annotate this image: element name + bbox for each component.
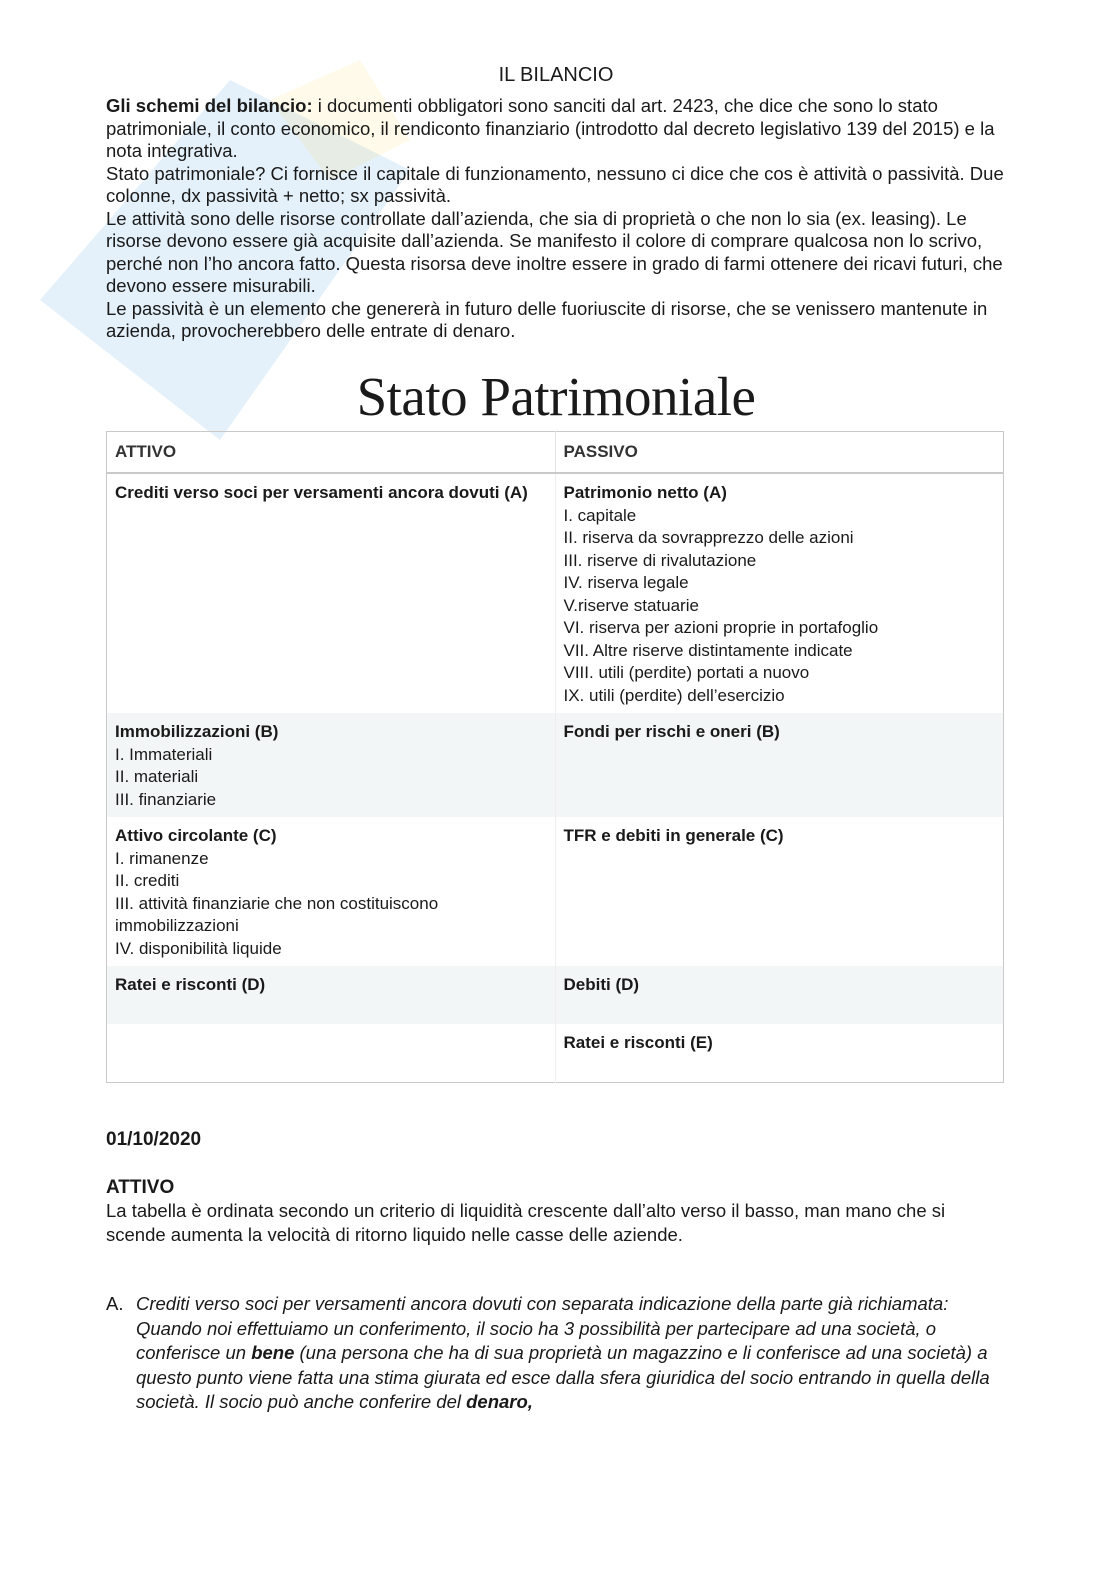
passivo-cell [555, 713, 1004, 817]
intro-paragraph-1 [106, 95, 1006, 163]
list-bold-2: denaro, [466, 1391, 533, 1412]
passivo-cell [555, 966, 1004, 1024]
passivo-cell [555, 1024, 1004, 1083]
stato-patrimoniale-table [106, 431, 1004, 1084]
cell-title: Attivo circolante (C) [115, 826, 277, 845]
cell-item: III. riserve di rivalutazione [563, 550, 757, 570]
attivo-cell-empty [107, 1024, 556, 1083]
cell-item: I. Immateriali [115, 744, 213, 764]
passivo-cell [555, 473, 1004, 713]
cell-item: VIII. utili (perdite) portati a nuovo [563, 663, 810, 682]
cell-title: Fondi per rischi e oneri (B) [563, 722, 780, 741]
column-header-attivo: ATTIVO [107, 431, 556, 473]
lecture-date: 01/10/2020 [106, 1129, 202, 1150]
cell-item: III. attività finanziarie che non costituiscono immobilizzazioni [115, 893, 439, 935]
passivo-cell [555, 817, 1004, 966]
intro-paragraph-3: Le attività sono delle risorse controllate dall’azienda, che sia di proprietà o che non lo sia (ex. leasing). Le risorse devono essere già acquisite dall’azienda. Se manifesto il colore di comprare qualcosa non lo scrivo, perché non l’ho ancora fatto. Questa risorsa deve inoltre essere in grado di farmi ottenere dei ricavi futuri, che devono essere misurabili. [106, 207, 1003, 296]
list-marker: A. [106, 1293, 124, 1314]
table-row [107, 966, 1004, 1024]
cell-item: IV. riserva legale [563, 573, 689, 592]
cell-item: II. crediti [115, 871, 180, 890]
intro-paragraph-2: Stato patrimoniale? Ci fornisce il capitale di funzionamento, nessuno ci dice che cos è attività o passività. Due colonne, dx passività + netto; sx passività. [106, 162, 1004, 206]
table-row [107, 713, 1004, 817]
intro-text-1: i documenti obbligatori sono sanciti dal art. 2423, che dice che sono lo stato patrimoniale, il conto economico, il rendiconto finanziario (introdotto dal decreto legislativo 139 del 2015) e la nota integrativa. [106, 95, 995, 161]
cell-item: II. materiali [115, 767, 199, 786]
attivo-cell [107, 817, 556, 966]
attivo-cell [107, 473, 556, 713]
attivo-cell [107, 966, 556, 1024]
cell-item: I. rimanenze [115, 848, 209, 868]
table-header-row [107, 431, 1004, 473]
attivo-paragraph: La tabella è ordinata secondo un criterio di liquidità crescente dall’alto verso il basso, man mano che si scende aumenta la velocità di ritorno liquido nelle casse delle aziende. [106, 1200, 946, 1245]
cell-title: Debiti (D) [563, 975, 640, 994]
cell-item: III. finanziarie [115, 789, 217, 809]
cell-item: VII. Altre riserve distintamente indicate [563, 640, 853, 660]
cell-title: Crediti verso soci per versamenti ancora dovuti (A) [115, 483, 528, 502]
table-row [107, 817, 1004, 966]
cell-item: IX. utili (perdite) dell’esercizio [563, 685, 785, 705]
cell-item: V.riserve statuarie [563, 595, 699, 615]
intro-bold-lead: Gli schemi del bilancio: [106, 95, 313, 116]
cell-item: VI. riserva per azioni proprie in portafoglio [563, 618, 879, 637]
cell-title: Patrimonio netto (A) [563, 483, 727, 502]
column-header-passivo: PASSIVO [555, 431, 1004, 473]
attivo-cell [107, 713, 556, 817]
cell-item: IV. disponibilità liquide [115, 938, 282, 958]
list-item [106, 1292, 1006, 1415]
cell-title: Ratei e risconti (E) [563, 1033, 713, 1052]
cell-item: II. riserva da sovrapprezzo delle azioni [563, 528, 854, 547]
cell-title: TFR e debiti in generale (C) [563, 826, 784, 845]
cell-title: Ratei e risconti (D) [115, 975, 266, 994]
cell-item: I. capitale [563, 505, 637, 525]
list-bold-1: bene [251, 1342, 295, 1363]
list-text-1: Crediti verso soci per versamenti ancora dovuti con separata indicazione della parte già richiamata: Quando noi effettuiamo un conferimento, il socio ha 3 possibilità per partecipare ad una società, o conferisce un [136, 1293, 949, 1363]
table-row [107, 473, 1004, 713]
intro-paragraph-4: Le passività è un elemento che genererà in futuro delle fuoriuscite di risorse, che se venissero mantenute in azienda, provocherebbero delle entrate di denaro. [106, 297, 988, 341]
intro-section [106, 95, 1006, 343]
stato-patrimoniale-title: Stato Patrimoniale [356, 365, 756, 427]
attivo-heading: ATTIVO [106, 1177, 175, 1198]
list-text-2: (una persona che ha di sua proprietà un magazzino e li conferisce ad una società) a questo punto viene fatta una stima giurata ed esce dalla sfera giuridica del socio entrando in quella della società. Il socio può anche conferire del [136, 1342, 990, 1412]
document-title: IL BILANCIO [498, 64, 614, 86]
document-page [106, 64, 1006, 1415]
table-row [107, 1024, 1004, 1083]
cell-title: Immobilizzazioni (B) [115, 722, 279, 741]
